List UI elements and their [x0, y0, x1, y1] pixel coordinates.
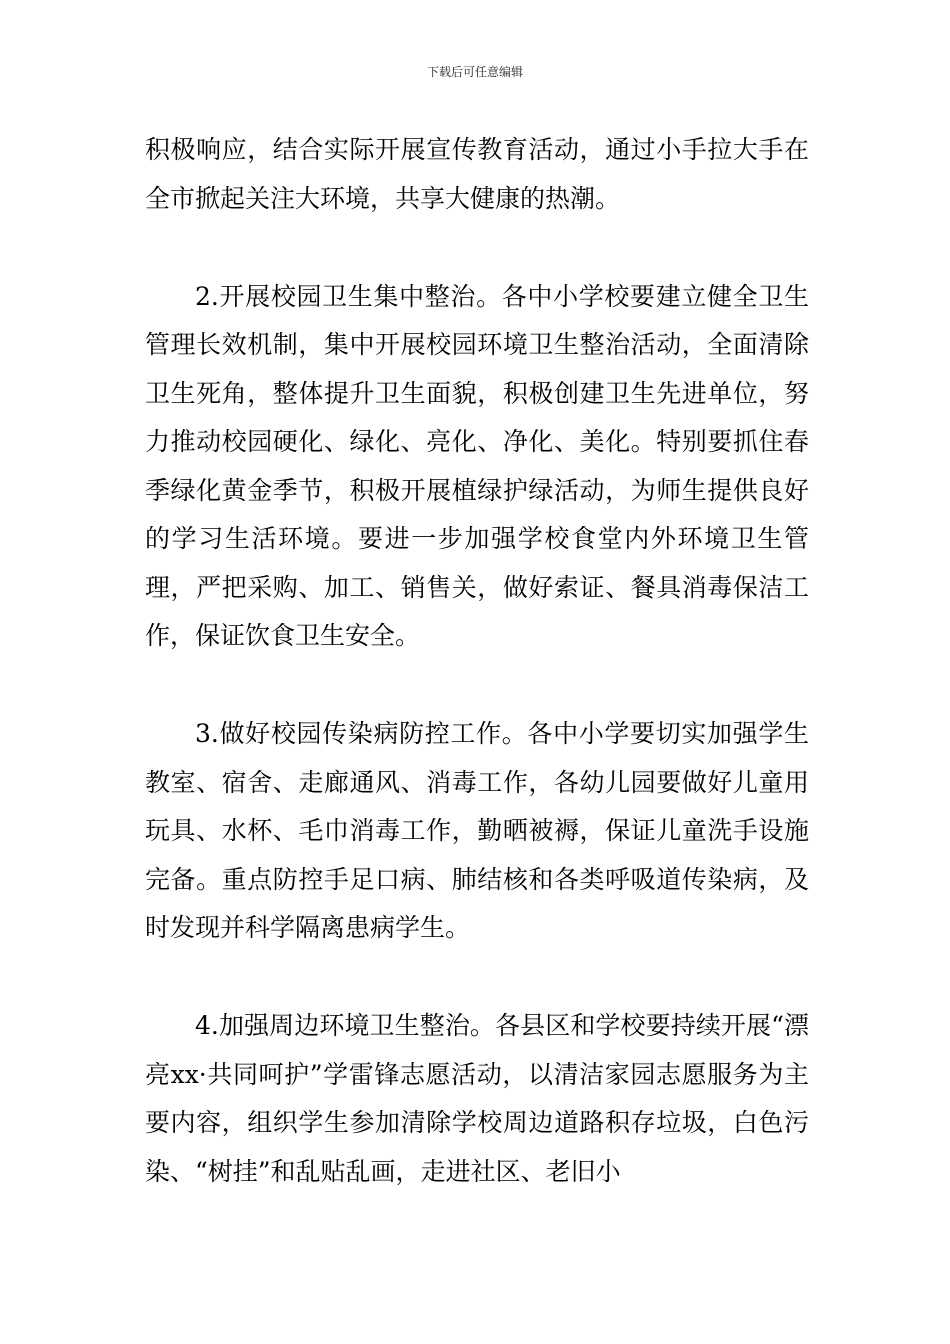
page-header: 下载后可任意编辑	[426, 65, 523, 79]
paragraph-item-4: 4.加强周边环境卫生整治。各县区和学校要持续开展“漂亮xx·共同呵护”学雷锋志愿活动，以清洁家园志愿服务为主要内容，组织学生参加清除学校周边道路积存垃圾，白色污染、“树挂”和乱贴乱画，走进社区、老旧小	[145, 1011, 809, 1186]
document-body	[145, 126, 809, 1196]
paragraph-item-3: 3.做好校园传染病防控工作。各中小学要切实加强学生教室、宿舍、走廊通风、消毒工作，各幼儿园要做好儿童用玩具、水杯、毛巾消毒工作，勤晒被褥，保证儿童洗手设施完备。重点防控手足口病、肺结核和各类呼吸道传染病，及时发现并科学隔离患病学生。	[145, 719, 809, 942]
paragraph-item-2: 2.开展校园卫生集中整治。各中小学校要建立健全卫生管理长效机制，集中开展校园环境卫生整治活动，全面清除卫生死角，整体提升卫生面貌，积极创建卫生先进单位，努力推动校园硬化、绿化、亮化、净化、美化。特别要抓住春季绿化黄金季节，积极开展植绿护绿活动，为师生提供良好的学习生活环境。要进一步加强学校食堂内外环境卫生管理，严把采购、加工、销售关，做好索证、餐具消毒保洁工作，保证饮食卫生安全。	[145, 281, 809, 650]
paragraph-continuation: 积极响应，结合实际开展宣传教育活动，通过小手拉大手在全市掀起关注大环境，共享大健康的热潮。	[145, 135, 809, 213]
